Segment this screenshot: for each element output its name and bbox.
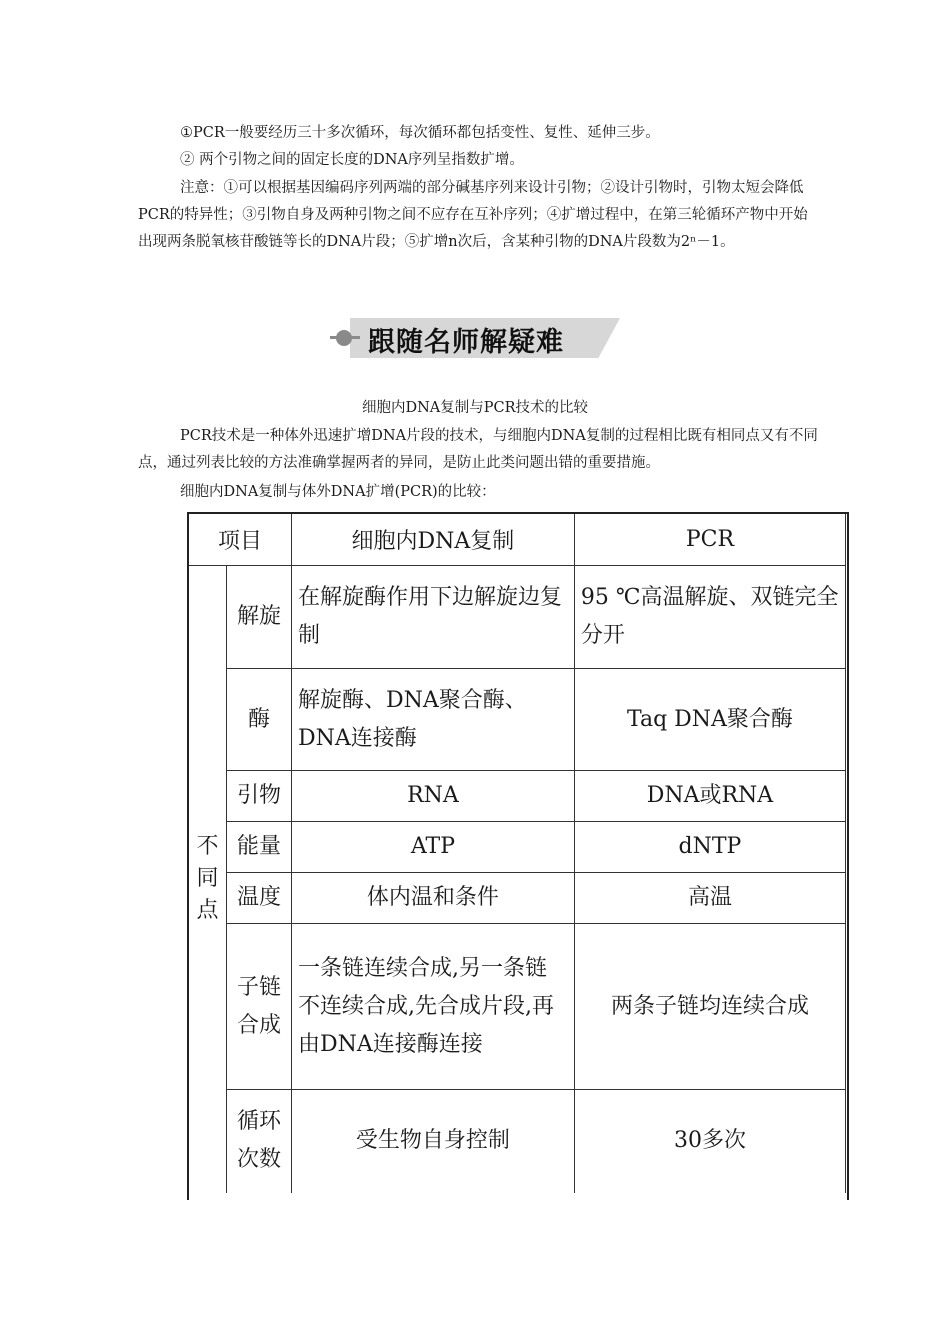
cell-replication-value: 一条链连续合成,另一条链不连续合成,先合成片段,再由DNA连接酶连接 xyxy=(291,924,574,1090)
header-cell-replication: 细胞内DNA复制 xyxy=(291,514,574,566)
table-row xyxy=(189,771,846,822)
cell-replication-value: ATP xyxy=(291,822,574,873)
row-label: 温度 xyxy=(226,873,291,924)
table-row xyxy=(189,924,846,1090)
cell-replication-value: RNA xyxy=(291,771,574,822)
pcr-value: DNA或RNA xyxy=(574,771,845,822)
row-label: 子链合成 xyxy=(226,924,291,1090)
pcr-value: Taq DNA聚合酶 xyxy=(574,669,845,771)
table-row xyxy=(189,669,846,771)
pcr-value: 95 ℃高温解旋、双链完全分开 xyxy=(574,566,845,669)
row-label: 能量 xyxy=(226,822,291,873)
pcr-value: 两条子链均连续合成 xyxy=(574,924,845,1090)
cell-replication-value: 解旋酶、DNA聚合酶、DNA连接酶 xyxy=(291,669,574,771)
comparison-table xyxy=(188,513,846,1193)
section-banner xyxy=(330,314,620,362)
banner-title: 跟随名师解疑难 xyxy=(368,327,564,358)
section-title: 细胞内DNA复制与PCR技术的比较 xyxy=(361,400,589,416)
table-row xyxy=(189,566,846,669)
cell-replication-value: 在解旋酶作用下边解旋边复制 xyxy=(291,566,574,669)
table-row xyxy=(189,1090,846,1193)
pcr-value: dNTP xyxy=(574,822,845,873)
row-label: 酶 xyxy=(226,669,291,771)
table-row xyxy=(189,873,846,924)
row-label: 循环次数 xyxy=(226,1090,291,1193)
intro-line-1: ①PCR一般要经历三十多次循环，每次循环都包括变性、复性、延伸三步。 xyxy=(180,125,660,141)
pcr-value: 30多次 xyxy=(574,1090,845,1193)
table-row xyxy=(189,822,846,873)
header-item: 项目 xyxy=(189,514,292,566)
table-lead: 细胞内DNA复制与体外DNA扩增(PCR)的比较： xyxy=(180,484,496,500)
section-paragraph: PCR技术是一种体外迅速扩增DNA片段的技术，与细胞内DNA复制的过程相比既有相同点又有不同点，通过列表比较的方法准确掌握两者的异同，是防止此类问题出错的重要措施。 xyxy=(138,428,818,471)
pcr-value: 高温 xyxy=(574,873,845,924)
intro-note: 注意：①可以根据基因编码序列两端的部分碱基序列来设计引物；②设计引物时，引物太短会降低PCR的特异性；③引物自身及两种引物之间不应存在互补序列；④扩增过程中，在第三轮循环产物中开始出现两条脱氧核苷酸链等长的DNA片段；⑤扩增n次后，含某种引物的DNA片段数为2ⁿ－1。 xyxy=(138,180,808,250)
group-label-different: 不同点 xyxy=(189,566,227,1193)
cell-replication-value: 体内温和条件 xyxy=(291,873,574,924)
intro-line-2: ② 两个引物之间的固定长度的DNA序列呈指数扩增。 xyxy=(180,152,524,168)
table-header-row xyxy=(189,514,846,566)
bullet-dot-icon xyxy=(336,330,352,346)
row-label: 引物 xyxy=(226,771,291,822)
cell-replication-value: 受生物自身控制 xyxy=(291,1090,574,1193)
header-pcr: PCR xyxy=(574,514,845,566)
row-label: 解旋 xyxy=(226,566,291,669)
